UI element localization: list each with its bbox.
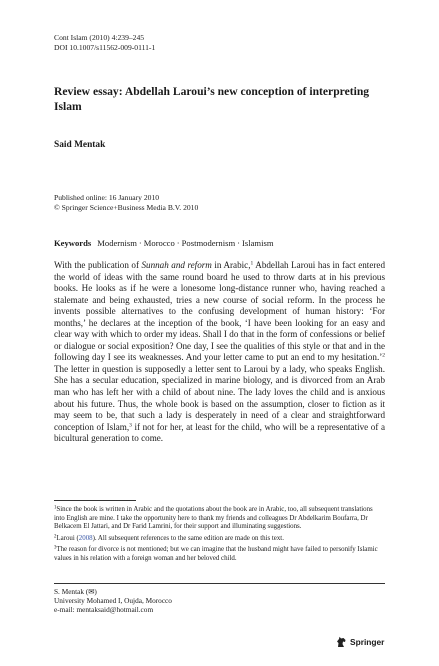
footnote-divider (54, 500, 136, 501)
springer-horse-icon (336, 636, 347, 648)
body-paragraph: With the publication of Sunnah and reform in Arabic,$^1$ Abdellah Laroui has in fact entered the world of ideas with the same round board he used to throw darts at in his previous books. He looks as if he were a lonesome long-distance runner who, having reached a stalemate and being exhausted, tries a new course of social reform. In the process he invents possible alternatives to the confusing development of human history: ‘For months,’ he declares at the inception of the book, ‘I have been looking for an easy and clear way with which to order my ideas. Shall I do that in the form of confessions or belief or dialogue or social exposition? One day, I see the qualities of this style or that and in the following day I see its weaknesses. And your letter came to put an end to my hesitation.’$^2$ The letter in question is supposedly a letter sent to Laroui by a lady, who speaks English. She has a secular education, specialized in marine biology, and is divorced from an Arab man who has left her with a child of about nine. The lady loves the child and is anxious about his future. Thus, the whole book is based on the assumption, closer to fiction as it may seem to be, that such a lady is desperately in need of a clear and straightforward conception of Islam,$^3$ if not for her, at least for the child, who will be a representative of a bicultural generation to come. (54, 260, 385, 444)
footnote-ref-3[interactable]: 3 (129, 422, 132, 429)
footnotes (54, 506, 385, 566)
article-title: Review essay: Abdellah Laroui’s new conception of interpreting Islam (54, 85, 370, 113)
author-name: Said Mentak (54, 140, 106, 150)
contact-divider (54, 583, 385, 584)
keyword-item: Postmodernism (181, 238, 236, 248)
footnote-3: $^3$The reason for divorce is not mentioned; but we can imagine that the husband might have failed to personify Islamic values in his relation with a foreign woman and her beloved child. (54, 545, 378, 562)
keyword-separator: · (138, 238, 142, 248)
book-title: Sunnah and reform (141, 260, 212, 270)
springer-logo (336, 636, 384, 648)
keywords-line (54, 238, 274, 248)
footnote-2: $^2$Laroui (2008). All subsequent references to the same edition are made on this text. (54, 534, 284, 542)
contact-email[interactable]: e-mail: mentaksaid@hotmail.com (54, 605, 154, 615)
keyword-item: Islamism (242, 238, 274, 248)
footnote-ref-2[interactable]: 2 (382, 352, 385, 359)
publication-info (54, 193, 198, 213)
footnote-ref-1[interactable]: 1 (250, 260, 254, 267)
keyword-separator: · (237, 238, 241, 248)
journal-citation: Cont Islam (2010) 4:239–245 (54, 33, 145, 42)
contact-name: S. Mentak (✉) (54, 587, 97, 596)
copyright-line: © Springer Science+Business Media B.V. 2010 (54, 203, 199, 212)
keyword-item: Morocco (143, 238, 175, 248)
doi-line: DOI 10.1007/s11562-009-0111-1 (54, 42, 156, 52)
springer-wordmark: Springer (350, 637, 385, 647)
keyword-item: Modernism (97, 238, 137, 248)
citation-link[interactable]: 2008 (78, 534, 93, 542)
footnote-1: $^1$Since the book is written in Arabic and the quotations about the book are in Arabic, too, all subsequent translations into English are mine. I take the opportunity here to thank my friends and colleagues Dr Abdelkarim Boufarra, Dr Belkacem El Jattari, and Dr Farid Lamrini, for their support and illuminating suggestions. (54, 505, 373, 531)
keyword-separator: · (176, 238, 180, 248)
author-contact (54, 587, 172, 615)
contact-affiliation: University Mohamed I, Oujda, Morocco (54, 596, 172, 606)
keywords-label: Keywords (54, 238, 92, 248)
published-date: Published online: 16 January 2010 (54, 193, 160, 202)
